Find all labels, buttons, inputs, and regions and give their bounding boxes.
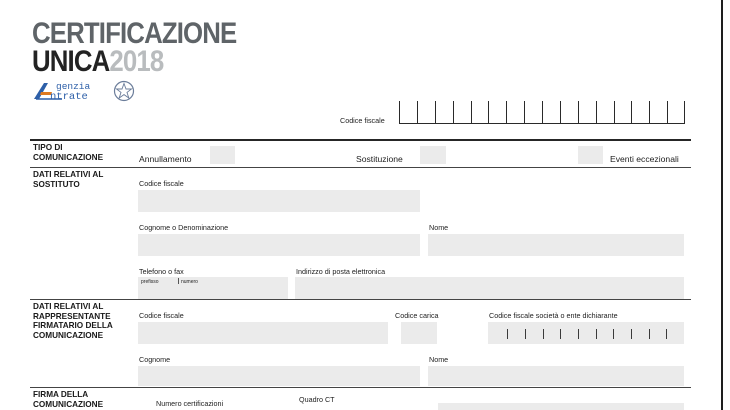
quadro-ct-label: Quadro CT <box>299 395 335 404</box>
section-divider-tipo <box>30 139 691 141</box>
annullamento-field[interactable] <box>210 146 235 164</box>
eventi-eccezionali-field[interactable] <box>578 146 603 164</box>
sostituto-nome-label: Nome <box>429 223 449 232</box>
section-title-tipo: TIPO DI COMUNICAZIONE <box>33 143 104 162</box>
form-title-line2 <box>32 47 163 77</box>
codice-carica-input[interactable] <box>401 322 437 344</box>
form-title-line1: CERTIFICAZIONE <box>32 17 237 50</box>
telefono-separator <box>178 278 179 284</box>
rappresentante-cognome-input[interactable] <box>138 366 420 386</box>
sostituto-cognome-input[interactable] <box>138 234 420 256</box>
rappresentante-codice-fiscale-label: Codice fiscale <box>139 311 184 320</box>
sostituto-email-label: Indirizzo di posta elettronica <box>296 267 386 276</box>
form-title-unica: UNICA <box>32 45 110 78</box>
firma-field[interactable] <box>438 403 684 410</box>
cf-societa-label: Codice fiscale società o ente dichiarante <box>489 311 618 320</box>
rappresentante-codice-fiscale-input[interactable] <box>138 322 388 344</box>
section-title-firma: FIRMA DELLA COMUNICAZIONE <box>33 390 104 409</box>
rappresentante-cognome-label: Cognome <box>139 355 171 364</box>
form-title-year: 2018 <box>109 45 164 78</box>
sostituto-telefono-label: Telefono o fax <box>139 267 184 276</box>
cf-societa-input[interactable] <box>488 322 684 344</box>
sostituzione-label: Sostituzione <box>356 154 403 164</box>
numero-label: numero <box>181 279 198 285</box>
annullamento-label: Annullamento <box>139 154 192 164</box>
sostituzione-field[interactable] <box>420 146 446 164</box>
top-codice-fiscale-label: Codice fiscale <box>340 116 385 125</box>
section-divider-sostituto <box>30 167 691 168</box>
section-title-rappresentante: DATI RELATIVI AL RAPPRESENTANTE FIRMATARIO DELLA COMUNICAZIONE <box>33 302 113 340</box>
section-divider-rappresentante <box>30 299 691 300</box>
section-divider-firma <box>30 387 691 388</box>
logo-text-agenzia: genzia <box>56 81 91 92</box>
top-codice-fiscale-input[interactable] <box>399 101 685 124</box>
page-edge-rule <box>721 0 723 410</box>
numero-certificazioni-label: Numero certificazioni <box>156 399 224 408</box>
rappresentante-nome-input[interactable] <box>428 366 684 386</box>
sostituto-codice-fiscale-label: Codice fiscale <box>139 179 184 188</box>
rappresentante-nome-label: Nome <box>429 355 449 364</box>
eventi-eccezionali-label: Eventi eccezionali <box>610 154 679 164</box>
logo-text-entrate: ntrate <box>50 91 88 103</box>
sostituto-codice-fiscale-input[interactable] <box>138 190 420 212</box>
sostituto-email-input[interactable] <box>295 277 684 299</box>
sostituto-nome-input[interactable] <box>428 234 684 256</box>
republic-emblem-icon <box>113 80 135 102</box>
sostituto-cognome-label: Cognome o Denominazione <box>139 223 229 232</box>
prefisso-label: prefisso <box>141 279 159 285</box>
sostituto-telefono-input[interactable] <box>138 277 288 299</box>
codice-carica-label: Codice carica <box>395 311 439 320</box>
section-title-sostituto: DATI RELATIVI AL SOSTITUTO <box>33 170 104 189</box>
